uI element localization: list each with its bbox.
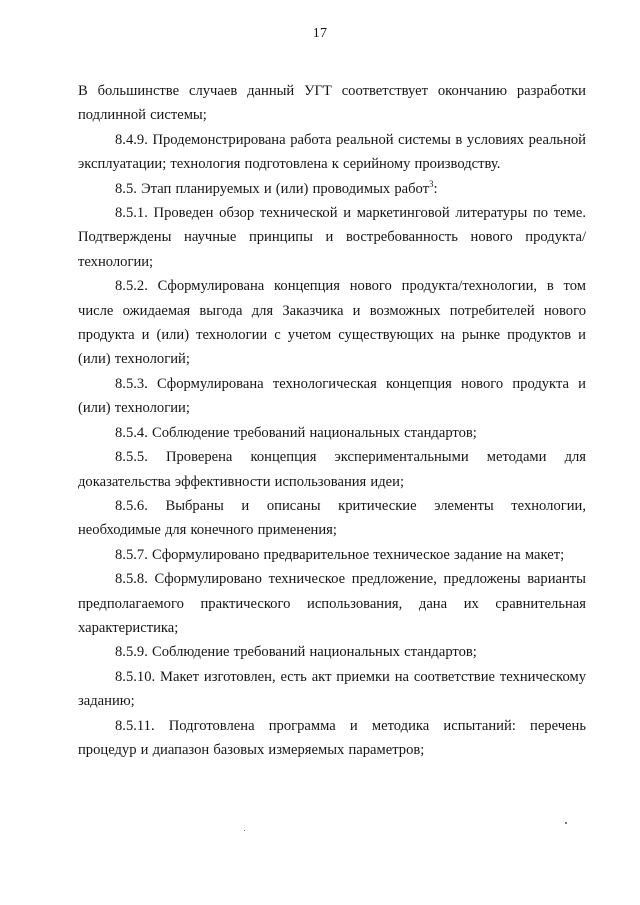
paragraph-text: 8.5.1. Проведен обзор технической и маркетинговой литературы по теме. Подтверждены научные принципы и востребованность нового продукта/технологии; (78, 205, 586, 270)
paragraph-8-5-7 (78, 543, 586, 567)
page-number: 17 (312, 26, 328, 41)
paragraph-8-5 (78, 177, 586, 201)
paragraph-text: 8.5.7. Сформулировано предварительное техническое задание на макет; (115, 546, 565, 563)
paragraph-8-5-11 (78, 714, 586, 763)
paragraph-8-5-5 (78, 445, 586, 494)
paragraph-text: 8.5.6. Выбраны и описаны критические элементы технологии, необходимые для конечного применения; (78, 497, 586, 539)
paragraph-text: 8.5. Этап планируемых и (или) проводимых работ (115, 180, 430, 197)
paragraph-8-5-8 (78, 567, 586, 640)
paragraph (78, 79, 586, 128)
paragraph-8-5-3 (78, 372, 586, 421)
paragraph-8-5-10 (78, 665, 586, 714)
paragraph-text: 8.5.3. Сформулирована технологическая концепция нового продукта и (или) технологии; (78, 375, 586, 417)
paragraph-8-5-9 (78, 640, 586, 664)
scan-speck (565, 822, 567, 824)
paragraph-8-5-1 (78, 201, 586, 274)
footnote-reference: 3 (429, 178, 434, 189)
paragraph-text: 8.5.2. Сформулирована концепция нового продукта/технологии, в том числе ожидаемая выгода для Заказчика и возможных потребителей нового продукта и (или) технологии с учетом существующих на рынке продуктов и (или) технологий; (78, 278, 586, 368)
paragraph-text: 8.5.4. Соблюдение требований национальных стандартов; (115, 424, 477, 441)
paragraph-8-5-2 (78, 274, 586, 372)
paragraph-text: В большинстве случаев данный УГТ соответствует окончанию разработки подлинной системы; (78, 83, 586, 124)
document-body (78, 79, 586, 762)
paragraph-text: 8.5.5. Проверена концепция экспериментальными методами для доказательства эффективности использования идеи; (78, 449, 586, 490)
paragraph-text: 8.5.10. Макет изготовлен, есть акт приемки на соответствие техническому заданию; (78, 668, 586, 710)
paragraph-8-5-6 (78, 494, 586, 543)
paragraph-text: 8.5.11. Подготовлена программа и методика испытаний: перечень процедур и диапазон базовых измеряемых параметров; (78, 717, 586, 758)
paragraph-text: 8.4.9. Продемонстрирована работа реальной системы в условиях реальной эксплуатации; технология подготовлена к серийному производству. (78, 131, 586, 173)
paragraph-text: 8.5.9. Соблюдение требований национальных стандартов; (115, 644, 477, 661)
scan-speck (244, 830, 245, 831)
paragraph-8-4-9 (78, 128, 586, 177)
paragraph-tail: : (433, 180, 438, 197)
paragraph-8-5-4 (78, 421, 586, 445)
paragraph-text: 8.5.8. Сформулировано техническое предложение, предложены варианты предполагаемого практического использования, дана их сравнительная характеристика; (78, 571, 586, 636)
